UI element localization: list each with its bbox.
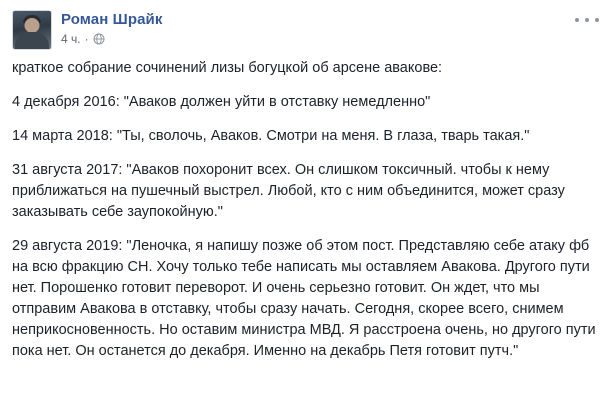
- avatar[interactable]: [12, 10, 52, 50]
- post-header-text: [61, 10, 162, 46]
- post-body: [0, 56, 611, 362]
- post-paragraph: 14 марта 2018: "Ты, сволочь, Аваков. Смотри на меня. В глаза, тварь такая.": [12, 128, 530, 144]
- meta-separator: ·: [84, 32, 89, 46]
- globe-icon[interactable]: [93, 33, 105, 45]
- ellipsis-icon[interactable]: [575, 12, 599, 28]
- post-paragraph: 31 августа 2017: "Аваков похоронит всех. Он слишком токсичный. чтобы к нему приближаться на пушечный выстрел. Любой, кто с ним объединится, может сразу заказывать себе заупокойную.": [12, 162, 565, 220]
- ellipsis-dot: [585, 18, 589, 22]
- author-name[interactable]: Роман Шрайк: [61, 11, 163, 28]
- avatar-face: [25, 18, 40, 33]
- post-meta: [61, 32, 162, 46]
- post-paragraph: 4 декабря 2016: "Аваков должен уйти в отставку немедленно": [12, 94, 431, 110]
- post-paragraph: краткое собрание сочинений лизы богуцкой об арсене авакове:: [12, 60, 443, 76]
- avatar-body: [15, 32, 49, 49]
- post-paragraph: 29 августа 2019: "Леночка, я напишу позже об этом пост. Представляю себе атаку фб на всю фракцию СН. Хочу только тебе написать мы оставляем Авакова. Другого пути нет. Порошенко готовит переворот. И очень серьезно готовит. Он ждет, что мы отправим Авакова в отставку, чтобы сразу начать. Сегодня, скорее всего, снимем неприкосновенность. Но оставим министра МВД. Я расстроена очень, но другого пути пока нет. Он останется до декабря. Именно на декабрь Петя готовит путч.": [12, 238, 596, 359]
- ellipsis-dot: [595, 18, 599, 22]
- ellipsis-dot: [575, 18, 579, 22]
- post-header: [0, 0, 611, 56]
- post-timestamp[interactable]: 4 ч.: [61, 32, 81, 46]
